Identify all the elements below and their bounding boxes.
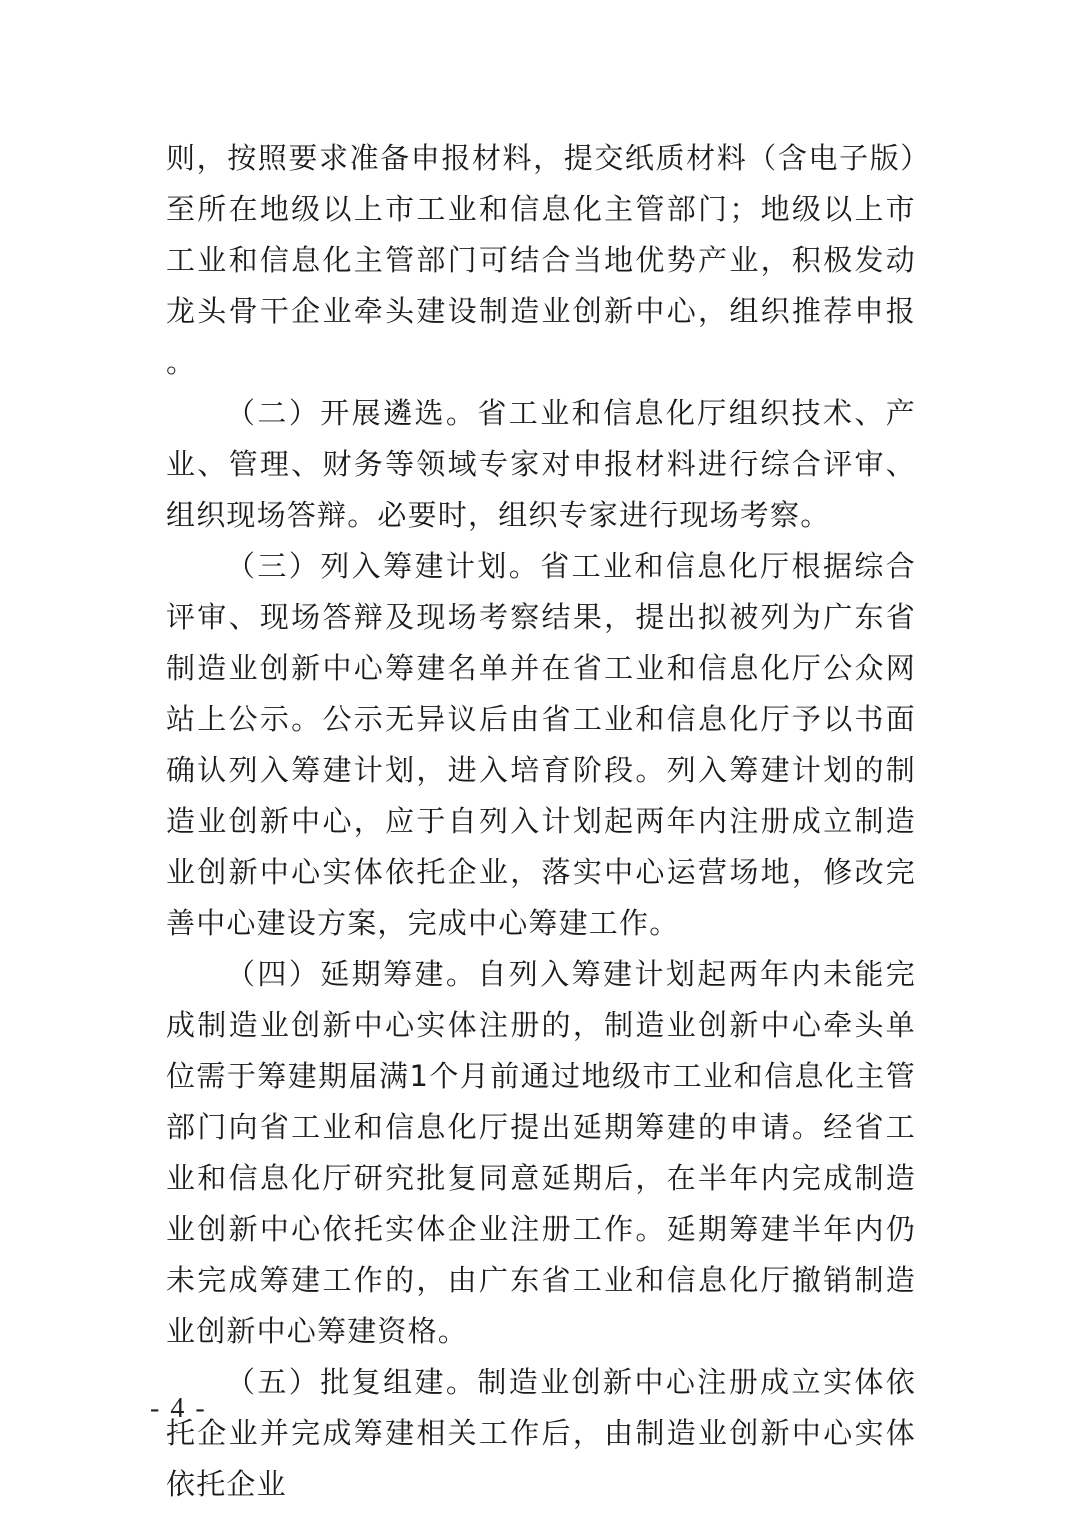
page-number: - 4 - [150,1393,207,1424]
paragraph-approval: （五）批复组建。制造业创新中心注册成立实体依托企业并完成筹建相关工作后，由制造业创新中心实体依托企业 [166,1365,916,1501]
paragraph-selection: （二）开展遴选。省工业和信息化厅组织技术、产业、管理、财务等领域专家对申报材料进行综合评审、组织现场答辩。必要时，组织专家进行现场考察。 [166,396,916,532]
paragraph-preparation-plan: （三）列入筹建计划。省工业和信息化厅根据综合评审、现场答辩及现场考察结果，提出拟被列为广东省制造业创新中心筹建名单并在省工业和信息化厅公众网站上公示。公示无异议后由省工业和信息化厅予以书面确认列入筹建计划，进入培育阶段。列入筹建计划的制造业创新中心，应于自列入计划起两年内注册成立制造业创新中心实体依托企业，落实中心运营场地，修改完善中心建设方案，完成中心筹建工作。 [166,549,916,940]
document-body [166,133,916,1510]
paragraph-continued: 则，按照要求准备申报材料，提交纸质材料（含电子版）至所在地级以上市工业和信息化主管部门；地级以上市工业和信息化主管部门可结合当地优势产业，积极发动龙头骨干企业牵头建设制造业创新中心，组织推荐申报。 [166,141,916,379]
paragraph-extension: （四）延期筹建。自列入筹建计划起两年内未能完成制造业创新中心实体注册的，制造业创新中心牵头单位需于筹建期届满1个月前通过地级市工业和信息化主管部门向省工业和信息化厅提出延期筹建的申请。经省工业和信息化厅研究批复同意延期后，在半年内完成制造业创新中心依托实体企业注册工作。延期筹建半年内仍未完成筹建工作的，由广东省工业和信息化厅撤销制造业创新中心筹建资格。 [166,957,916,1348]
